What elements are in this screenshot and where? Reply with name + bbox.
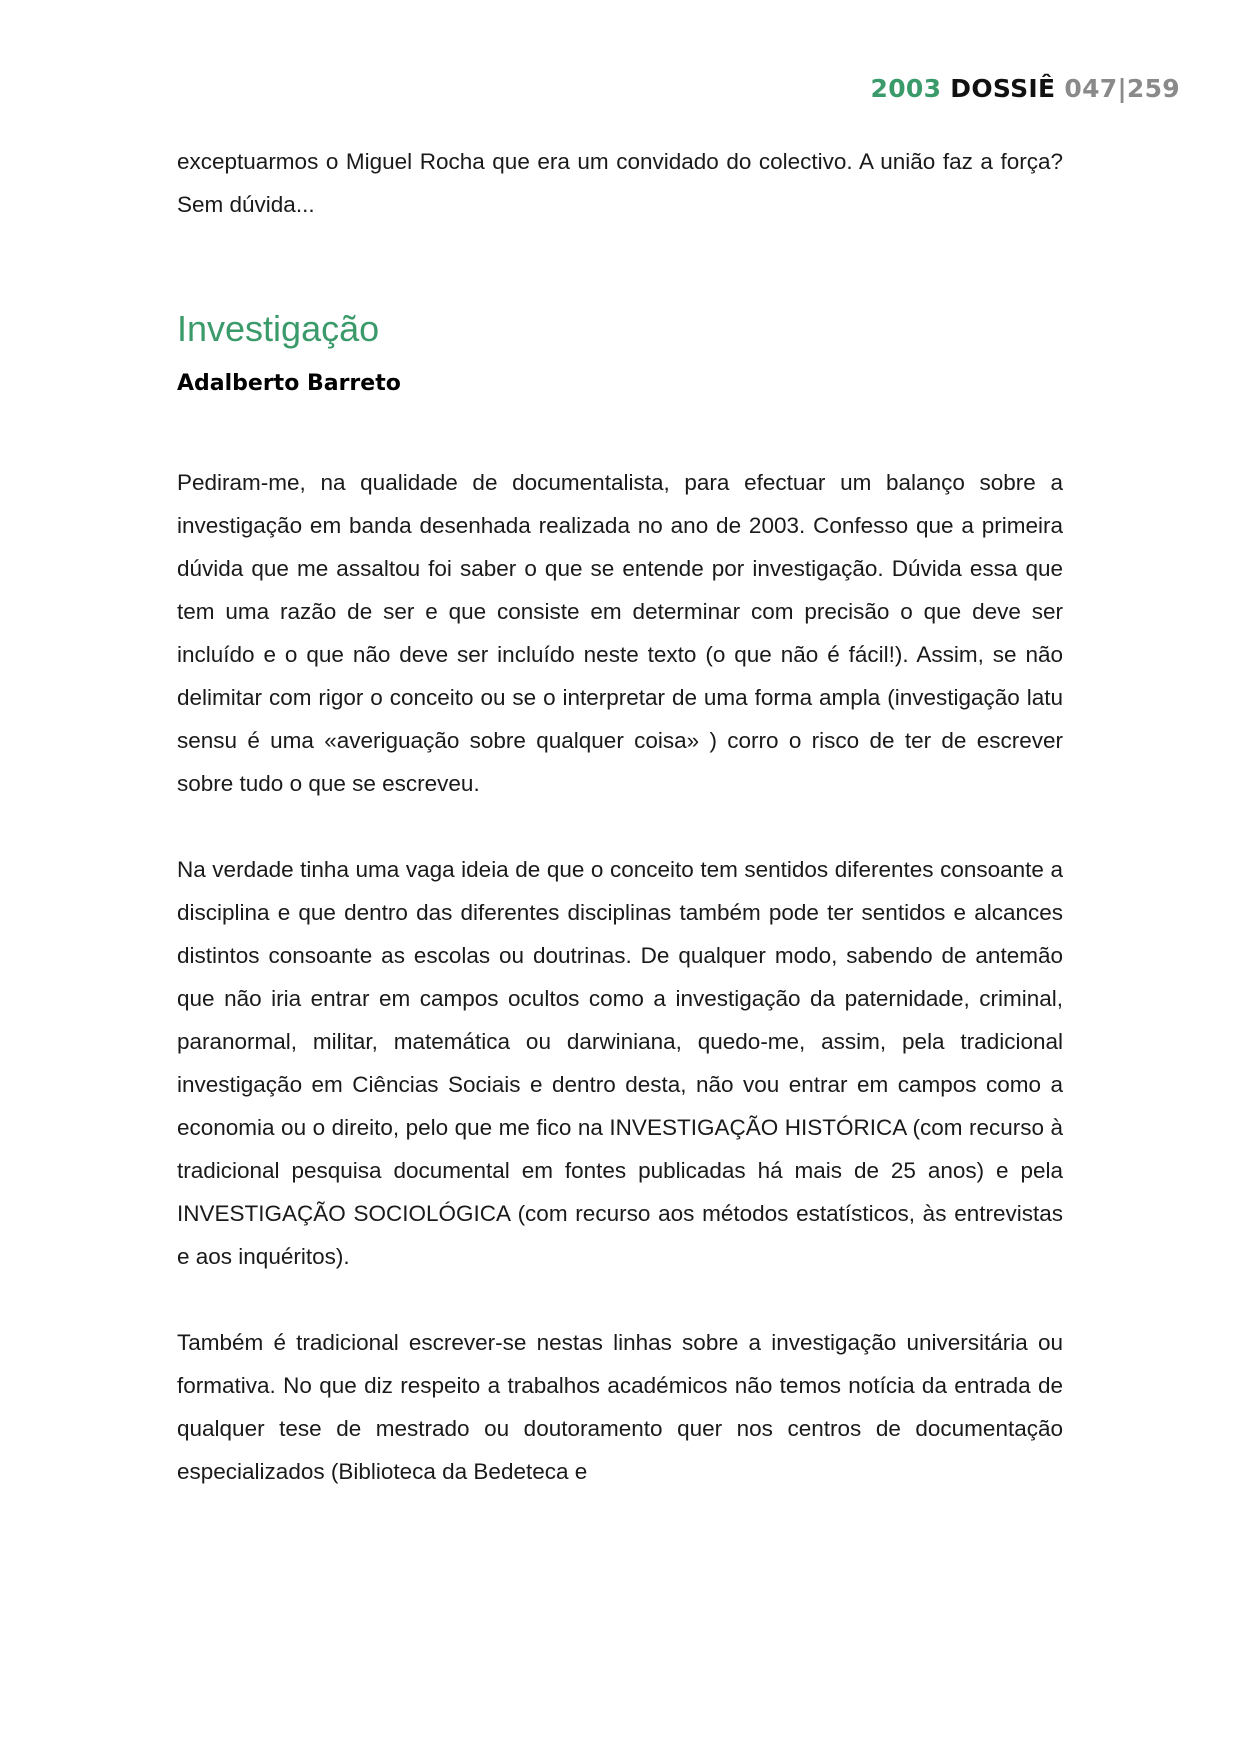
header-year: 2003 — [870, 74, 942, 103]
body-paragraph: Também é tradicional escrever-se nestas linhas sobre a investigação universitária ou formativa. No que diz respeito a trabalhos académicos não temos notícia da entrada de qualquer tese de mestrado ou doutoramento quer nos centros de documentação especializados (Biblioteca da Bedeteca e — [177, 1330, 1063, 1484]
body-paragraph: Pediram-me, na qualidade de documentalista, para efectuar um balanço sobre a investigação em banda desenhada realizada no ano de 2003. Confesso que a primeira dúvida que me assaltou foi saber o que se entende por investigação. Dúvida essa que tem uma razão de ser e que consiste em determinar com precisão o que deve ser incluído e o que não deve ser incluído neste texto (o que não é fácil!). Assim, se não delimitar com rigor o conceito ou se o interpretar de uma forma ampla (investigação latu sensu é uma «averiguação sobre qualquer coisa» ) corro o risco de ter de escrever sobre tudo o que se escreveu. — [177, 470, 1063, 796]
page-content — [177, 140, 1063, 1493]
header-title: DOSSIÊ — [950, 74, 1056, 103]
author-name: Adalberto Barreto — [177, 371, 401, 396]
page-number: 047|259 — [1064, 74, 1180, 103]
page-header — [871, 74, 1181, 103]
intro-paragraph: exceptuarmos o Miguel Rocha que era um convidado do colectivo. A união faz a força? Sem dúvida... — [177, 149, 1063, 217]
section-heading: Investigação — [177, 308, 380, 349]
body-paragraph: Na verdade tinha uma vaga ideia de que o conceito tem sentidos diferentes consoante a disciplina e que dentro das diferentes disciplinas também pode ter sentidos e alcances distintos consoante as escolas ou doutrinas. De qualquer modo, sabendo de antemão que não iria entrar em campos ocultos como a investigação da paternidade, criminal, paranormal, militar, matemática ou darwiniana, quedo-me, assim, pela tradicional investigação em Ciências Sociais e dentro desta, não vou entrar em campos como a economia ou o direito, pelo que me fico na INVESTIGAÇÃO HISTÓRICA (com recurso à tradicional pesquisa documental em fontes publicadas há mais de 25 anos) e pela INVESTIGAÇÃO SOCIOLÓGICA (com recurso aos métodos estatísticos, às entrevistas e aos inquéritos). — [177, 857, 1063, 1269]
